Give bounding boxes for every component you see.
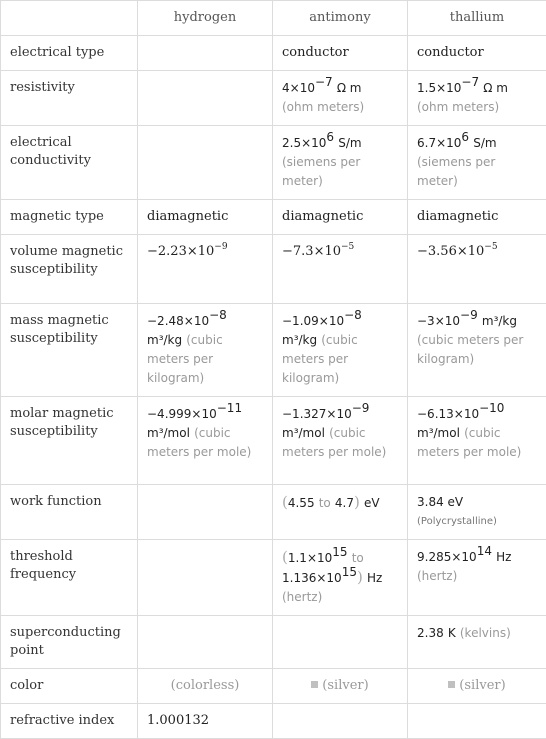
row-label: mass magnetic susceptibility <box>1 304 138 397</box>
row-label: work function <box>1 485 138 540</box>
row-label: resistivity <box>1 71 138 126</box>
cell-antimony <box>273 704 408 739</box>
row-superconducting-point <box>1 616 546 669</box>
row-mass-magnetic-susceptibility <box>1 304 546 397</box>
row-electrical-conductivity <box>1 126 546 200</box>
row-label: magnetic type <box>1 200 138 235</box>
cell-thallium: (silver) <box>408 669 546 704</box>
cell-antimony: (silver) <box>273 669 408 704</box>
cell-hydrogen: 1.000132 <box>138 704 273 739</box>
silver-swatch-icon <box>311 681 318 688</box>
column-header-hydrogen: hydrogen <box>138 1 273 36</box>
row-label: threshold frequency <box>1 540 138 616</box>
cell-thallium: $-3\times 10^{-9}$ m³/kg (cubic meters per kilogram) <box>408 304 546 397</box>
cell-thallium: $-6.13\times 10^{-10}$ m³/mol (cubic meters per mole) <box>408 397 546 485</box>
cell-hydrogen: $-2.48\times 10^{-8}$ m³/kg (cubic meters per kilogram) <box>138 304 273 397</box>
row-refractive-index <box>1 704 546 739</box>
row-label: volume magnetic susceptibility <box>1 235 138 304</box>
row-color <box>1 669 546 704</box>
column-header-antimony: antimony <box>273 1 408 36</box>
cell-hydrogen <box>138 36 273 71</box>
cell-hydrogen <box>138 126 273 200</box>
cell-antimony: diamagnetic <box>273 200 408 235</box>
cell-antimony: conductor <box>273 36 408 71</box>
row-label: molar magnetic susceptibility <box>1 397 138 485</box>
cell-antimony: $2.5\times 10^6$ S/m (siemens per meter) <box>273 126 408 200</box>
row-label: electrical type <box>1 36 138 71</box>
cell-hydrogen: diamagnetic <box>138 200 273 235</box>
row-work-function <box>1 485 546 540</box>
cell-thallium: $-3.56\times 10^{-5}$ <box>408 235 546 304</box>
cell-hydrogen: (colorless) <box>138 669 273 704</box>
cell-thallium: diamagnetic <box>408 200 546 235</box>
cell-antimony: $4\times 10^{-7}$ Ω m (ohm meters) <box>273 71 408 126</box>
cell-hydrogen <box>138 540 273 616</box>
row-electrical-type <box>1 36 546 71</box>
cell-thallium: $1.5\times 10^{-7}$ Ω m (ohm meters) <box>408 71 546 126</box>
cell-hydrogen <box>138 485 273 540</box>
row-label: color <box>1 669 138 704</box>
cell-hydrogen <box>138 616 273 669</box>
header-row <box>1 1 546 36</box>
cell-antimony: $-1.09\times 10^{-8}$ m³/kg (cubic meters per kilogram) <box>273 304 408 397</box>
cell-antimony: $-1.327\times 10^{-9}$ m³/mol (cubic meters per mole) <box>273 397 408 485</box>
row-resistivity <box>1 71 546 126</box>
cell-thallium: 3.84 eV (Polycrystalline) <box>408 485 546 540</box>
cell-thallium: 2.38 K (kelvins) <box>408 616 546 669</box>
cell-antimony: $-7.3\times 10^{-5}$ <box>273 235 408 304</box>
row-label: electrical conductivity <box>1 126 138 200</box>
cell-antimony: (4.55 to 4.7) eV <box>273 485 408 540</box>
row-molar-magnetic-susceptibility <box>1 397 546 485</box>
cell-hydrogen: $-4.999\times 10^{-11}$ m³/mol (cubic meters per mole) <box>138 397 273 485</box>
silver-swatch-icon <box>448 681 455 688</box>
row-magnetic-type <box>1 200 546 235</box>
cell-hydrogen: $-2.23\times 10^{-9}$ <box>138 235 273 304</box>
column-header-thallium: thallium <box>408 1 546 36</box>
cell-antimony <box>273 616 408 669</box>
cell-thallium: conductor <box>408 36 546 71</box>
row-label: superconducting point <box>1 616 138 669</box>
row-threshold-frequency <box>1 540 546 616</box>
cell-thallium <box>408 704 546 739</box>
cell-antimony: ($1.1\times 10^{15}$ to $1.136\times 10^{15}$) Hz (hertz) <box>273 540 408 616</box>
cell-hydrogen <box>138 71 273 126</box>
row-label: refractive index <box>1 704 138 739</box>
cell-thallium: $9.285\times 10^{14}$ Hz (hertz) <box>408 540 546 616</box>
row-volume-magnetic-susceptibility <box>1 235 546 304</box>
cell-thallium: $6.7\times 10^6$ S/m (siemens per meter) <box>408 126 546 200</box>
corner-cell <box>1 1 138 36</box>
